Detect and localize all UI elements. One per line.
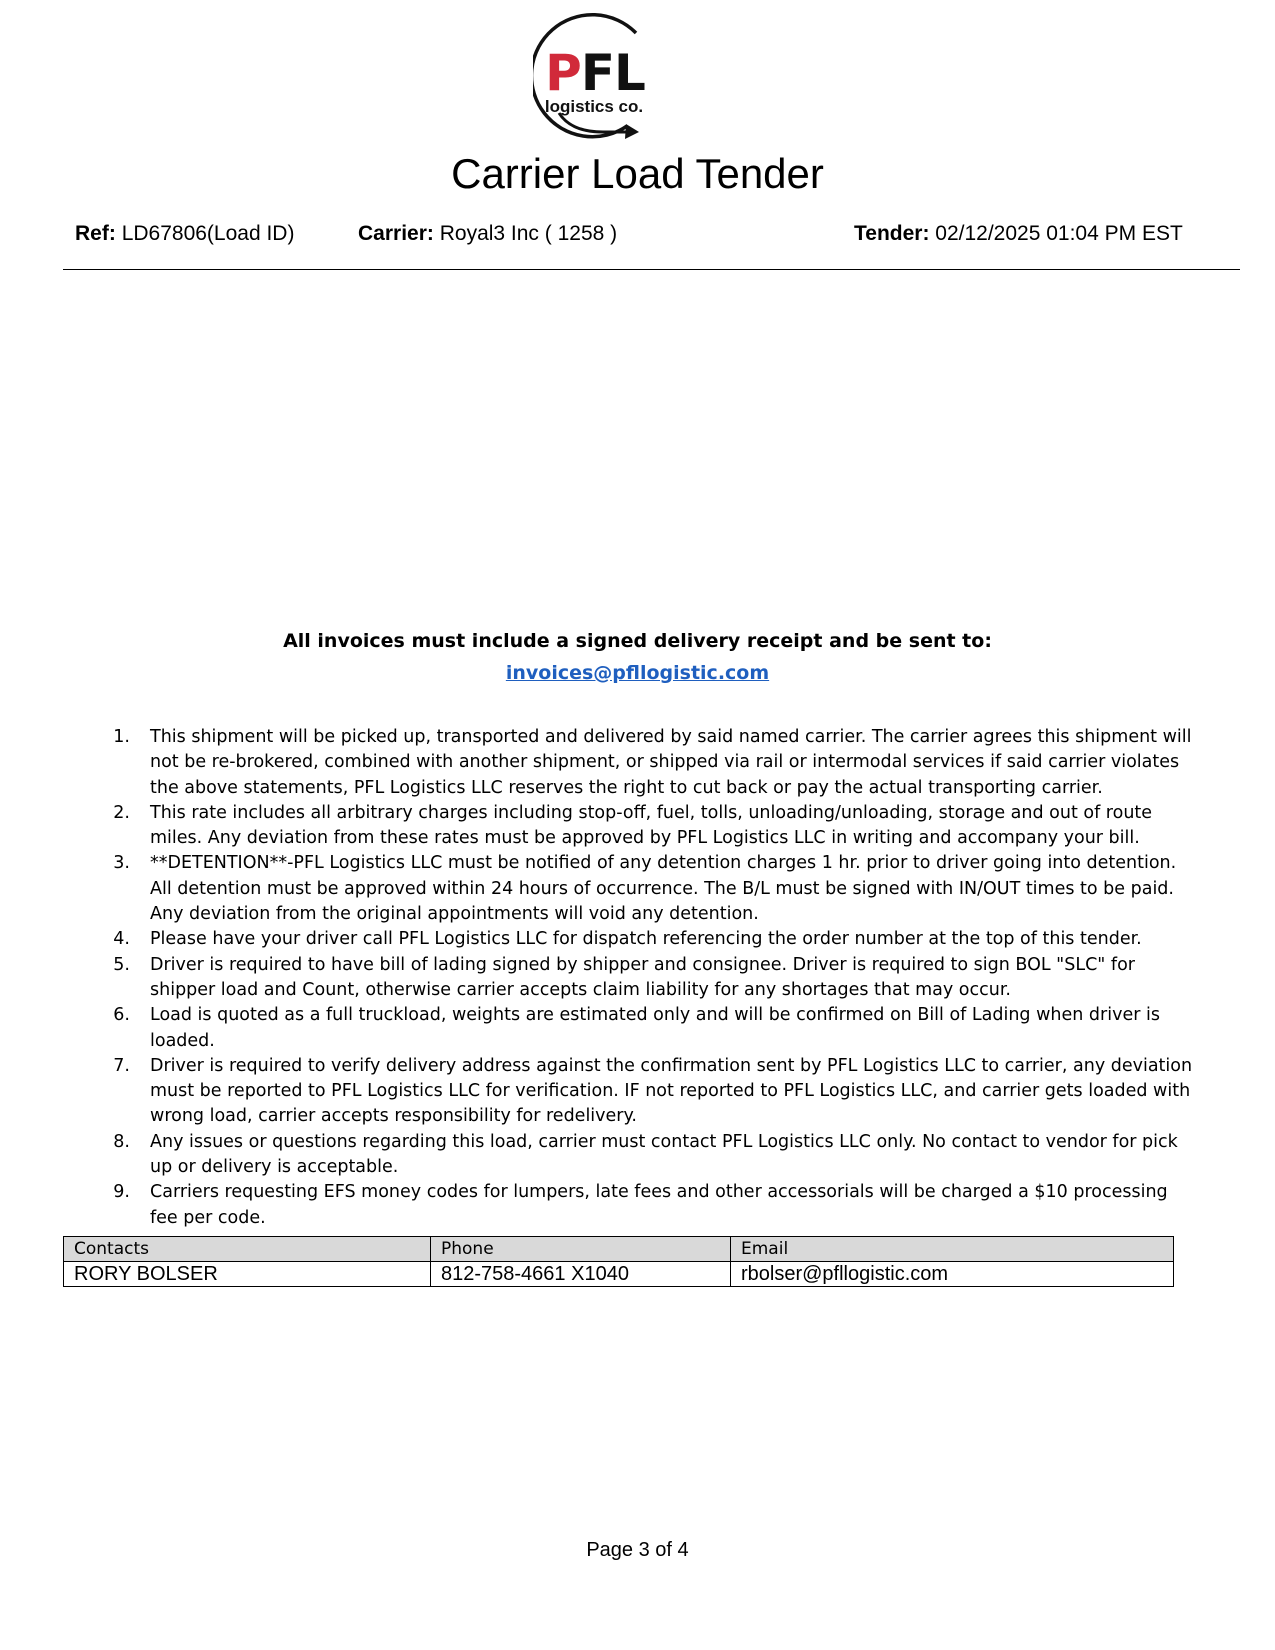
carrier-value: Royal3 Inc ( 1258 ) xyxy=(439,222,618,245)
term-item xyxy=(110,725,1195,801)
term-number: 5. xyxy=(113,954,130,975)
term-number: 6. xyxy=(113,1005,130,1026)
term-number: 2. xyxy=(113,802,130,823)
ref-value: LD67806(Load ID) xyxy=(121,222,295,245)
invoice-email xyxy=(0,660,1275,686)
term-text: Please have your driver call PFL Logistics LLC for dispatch referencing the order number at the top of this tender. xyxy=(150,929,1142,950)
term-item xyxy=(110,1054,1195,1130)
logo-subtitle: logistics co. xyxy=(544,97,644,116)
contact-phone: 812-758-4661 X1040 xyxy=(431,1262,731,1287)
tender-value: 02/12/2025 01:04 PM EST xyxy=(935,222,1183,245)
term-text: **DETENTION**-PFL Logistics LLC must be notified of any detention charges 1 hr. prior to driver going into detention. All detention must be approved within 24 hours of occurrence. The B/L must be signed with IN/OUT times to be paid. Any deviation from the original appointments will void any detention. xyxy=(150,853,1177,925)
term-item xyxy=(110,851,1195,927)
term-text: This rate includes all arbitrary charges including stop-off, fuel, tolls, unloading/unloading, storage and out of route miles. Any deviation from these rates must be approved by PFL Logistics LLC in writing and accompany your bill. xyxy=(150,802,1153,849)
contact-email: rbolser@pfllogistic.com xyxy=(731,1262,1174,1287)
term-item xyxy=(110,1130,1195,1181)
term-text: Carriers requesting EFS money codes for lumpers, late fees and other accessorials will be charged a $10 processing fee per code. xyxy=(150,1182,1168,1228)
term-number: 3. xyxy=(113,853,130,874)
term-item xyxy=(110,1180,1195,1231)
logo-brand-rest: FL xyxy=(580,44,645,102)
term-item xyxy=(110,1003,1195,1054)
svg-text:PFL xyxy=(545,44,645,102)
header-divider xyxy=(63,269,1240,270)
table-row xyxy=(64,1262,1174,1287)
term-text: Driver is required to have bill of lading signed by shipper and consignee. Driver is required to sign BOL "SLC" for shipper load and Count, otherwise carrier accepts claim liability for any shortages that may occur. xyxy=(150,954,1135,1000)
ref-label: Ref: xyxy=(75,222,116,245)
term-number: 9. xyxy=(113,1182,130,1203)
column-header-email: Email xyxy=(731,1237,1174,1262)
term-text: Any issues or questions regarding this load, carrier must contact PFL Logistics LLC only. No contact to vendor for pick up or delivery is acceptable. xyxy=(150,1131,1178,1178)
page-title: Carrier Load Tender xyxy=(451,150,824,197)
column-header-phone: Phone xyxy=(431,1237,731,1262)
contact-name: RORY BOLSER xyxy=(64,1262,431,1287)
company-logo xyxy=(533,12,673,146)
tender-label: Tender: xyxy=(854,222,930,245)
logo-brand-accent: P xyxy=(545,44,581,102)
term-item xyxy=(110,801,1195,852)
page-number: Page 3 of 4 xyxy=(586,1539,689,1561)
invoice-notice: All invoices must include a signed delivery receipt and be sent to: xyxy=(283,630,992,652)
term-item xyxy=(110,927,1195,952)
ref-field xyxy=(75,221,294,247)
carrier-field xyxy=(358,221,617,247)
term-text: Driver is required to verify delivery address against the confirmation sent by PFL Logistics LLC to carrier, any deviation must be reported to PFL Logistics LLC for verification. IF not reported to PFL Logistics LLC, and carrier gets loaded with wrong load, carrier accepts responsibility for redelivery. xyxy=(150,1055,1193,1127)
column-header-contacts: Contacts xyxy=(64,1237,431,1262)
term-number: 8. xyxy=(113,1131,130,1152)
tender-field xyxy=(854,221,1183,247)
term-text: This shipment will be picked up, transported and delivered by said named carrier. The carrier agrees this shipment will not be re-brokered, combined with another shipment, or shipped via rail or intermodal services if said carrier violates the above statements, PFL Logistics LLC reserves the right to cut back or pay the actual transporting carrier. xyxy=(150,727,1192,798)
invoice-email-link[interactable]: invoices@pfllogistic.com xyxy=(505,662,770,684)
term-item xyxy=(110,953,1195,1004)
term-number: 7. xyxy=(113,1055,130,1076)
term-text: Load is quoted as a full truckload, weights are estimated only and will be confirmed on Bill of Lading when driver is loaded. xyxy=(150,1005,1160,1051)
carrier-label: Carrier: xyxy=(358,222,434,245)
terms-list xyxy=(110,725,1195,1231)
term-number: 4. xyxy=(113,929,130,950)
contacts-header-row xyxy=(64,1237,1174,1262)
contacts-table xyxy=(63,1236,1174,1287)
term-number: 1. xyxy=(113,727,130,747)
